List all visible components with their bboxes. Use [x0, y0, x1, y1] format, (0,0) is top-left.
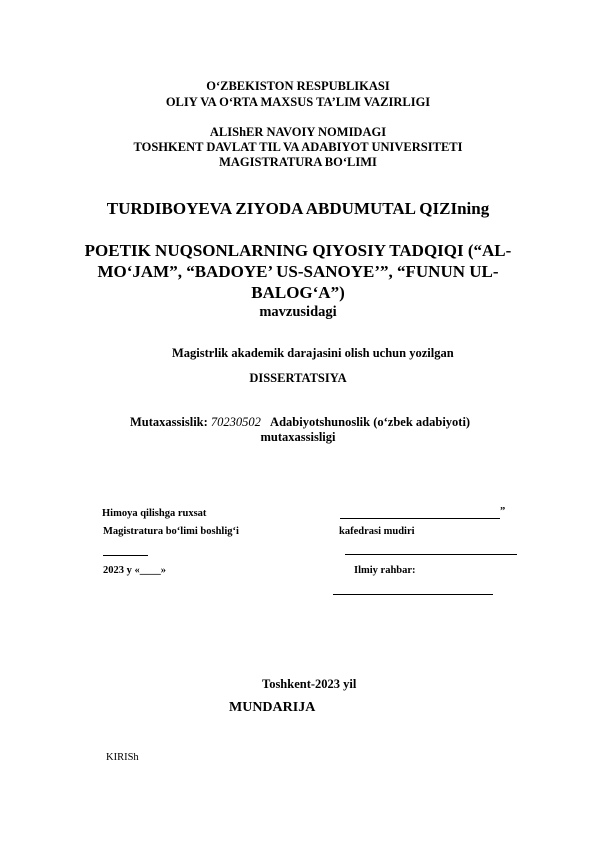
specialty-label: Mutaxassislik: [130, 415, 208, 429]
degree-purpose: Magistrlik akademik darajasini olish uchun yozilgan [172, 346, 454, 360]
signature-line-head [340, 518, 500, 519]
degree-type: DISSERTATSIYA [249, 371, 347, 385]
place-year: Toshkent-2023 yil [262, 677, 357, 691]
approval-date: 2023 y «____» [103, 565, 166, 576]
topic-suffix: mavzusidagi [259, 304, 337, 320]
author-name: TURDIBOYEVA ZIYODA ABDUMUTAL QIZIning [106, 199, 490, 218]
contents-entry-intro[interactable]: KIRISh [106, 752, 139, 763]
supervisor-title: Ilmiy rahbar: [354, 565, 416, 576]
signature-line-supervisor [333, 594, 493, 595]
ministry-name: OLIY VA O‘RTA MAXSUS TA’LIM VAZIRLIGI [165, 95, 431, 109]
topic-line-3: BALOG‘A”) [251, 283, 345, 302]
approval-permission: Himoya qilishga ruxsat [102, 508, 207, 519]
closing-quote: ” [500, 506, 506, 517]
ministry-country: O‘ZBEKISTON RESPUBLIKASI [206, 79, 390, 93]
chair-head-title: kafedrasi mudiri [339, 526, 415, 537]
specialty-code: 70230502 [210, 415, 261, 429]
specialty-line [130, 415, 470, 430]
topic-line-1: POETIK NUQSONLARNING QIYOSIY TADQIQI (“AL- [84, 241, 512, 260]
signature-line-chair [345, 554, 517, 555]
department-head-title: Magistratura bo‘limi boshlig‘i [103, 526, 239, 537]
topic-line-2: MO‘JAM”, “BADOYE’ US-SANOYE’”, “FUNUN UL- [97, 262, 499, 281]
specialty-suffix: mutaxassisligi [260, 430, 336, 444]
university-namesake: ALIShER NAVOIY NOMIDAGI [209, 125, 387, 139]
signature-line-department [103, 555, 148, 556]
university-name: TOSHKENT DAVLAT TIL VA ADABIYOT UNIVERSITETI [133, 140, 463, 154]
contents-title: MUNDARIJA [229, 700, 316, 715]
department-name: MAGISTRATURA BO‘LIMI [219, 155, 377, 169]
specialty-name: Adabiyotshunoslik (o‘zbek adabiyoti) [270, 415, 471, 429]
